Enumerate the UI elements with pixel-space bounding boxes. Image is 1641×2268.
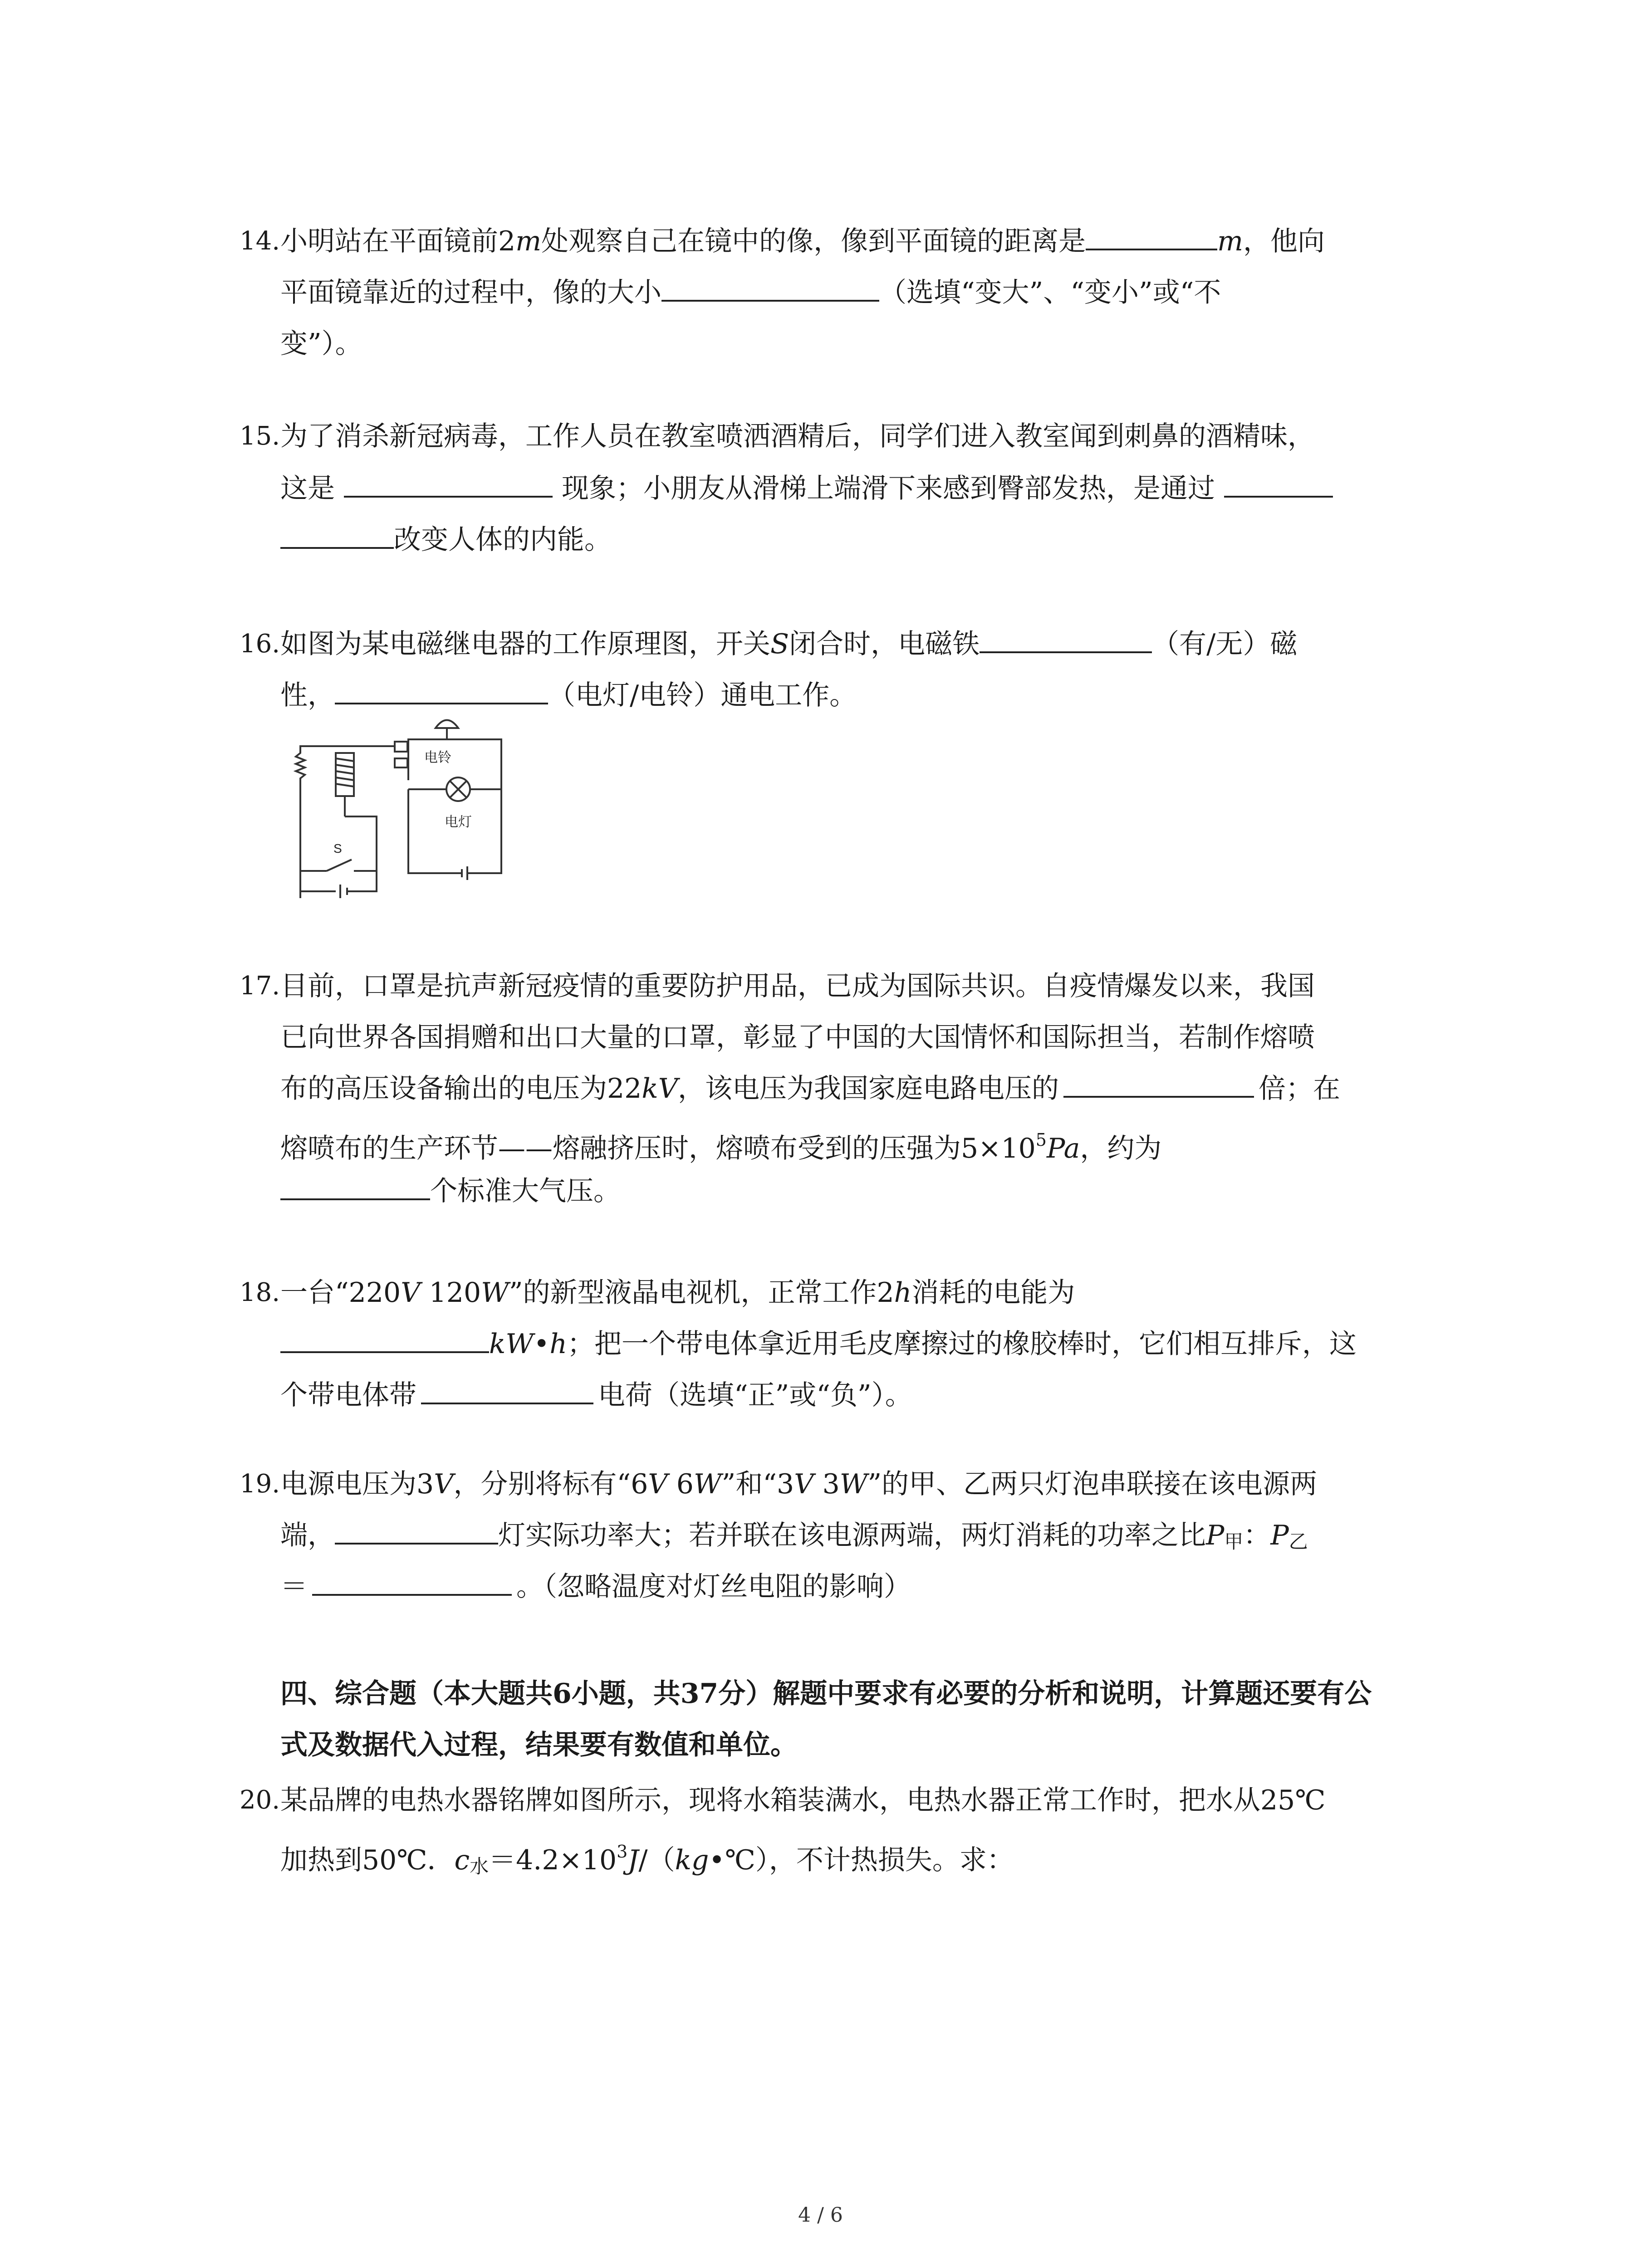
- text: ，他向: [1243, 225, 1325, 257]
- text: /（: [638, 1844, 675, 1876]
- bell-label: 电铃: [424, 750, 451, 765]
- text: 。（忽略温度对灯丝电阻的影响）: [516, 1571, 911, 1603]
- relay-circuit-diagram: [272, 708, 544, 898]
- question-line: [280, 515, 612, 564]
- text: 一台“220: [280, 1277, 401, 1309]
- question-line: [280, 217, 1325, 266]
- question-line: [280, 1268, 1075, 1317]
- text: 闭合时，电磁铁: [789, 628, 980, 660]
- question-line: [280, 620, 1297, 669]
- question-line: [280, 412, 1315, 461]
- text: 平面镜靠近的过程中，像的大小: [280, 277, 661, 308]
- unit: Pa: [1046, 1133, 1080, 1164]
- question-line: [280, 1064, 1340, 1113]
- text: ，约为: [1080, 1133, 1162, 1164]
- text: ，分别将标有“6: [453, 1468, 648, 1500]
- unit: W: [693, 1468, 722, 1500]
- question-number: 16.: [240, 629, 280, 659]
- text: 个带电体带: [280, 1379, 416, 1411]
- exponent: 5: [1035, 1130, 1047, 1150]
- text: 倍；在: [1259, 1073, 1341, 1105]
- symbol: P: [1206, 1520, 1225, 1551]
- answer-blank[interactable]: [335, 1515, 498, 1545]
- text: •℃），不计热损失。求：: [709, 1844, 1014, 1876]
- text: （选填“变大”、“变小”或“不: [879, 277, 1221, 308]
- subscript: 乙: [1288, 1530, 1308, 1553]
- answer-blank[interactable]: [280, 1324, 489, 1353]
- answer-blank[interactable]: [1086, 221, 1217, 250]
- question-number: 20.: [240, 1785, 280, 1815]
- answer-blank[interactable]: [980, 624, 1152, 653]
- text: ；把一个带电体拿近用毛皮摩擦过的橡胶棒时，它们相互排斥，这: [567, 1328, 1357, 1360]
- question-line: [280, 1167, 621, 1216]
- text: ”的新型液晶电视机，正常工作2: [509, 1277, 894, 1309]
- text: （电灯/电铃）通电工作。: [548, 679, 857, 711]
- text: ”和“3: [721, 1468, 794, 1500]
- switch-label: S: [333, 841, 342, 855]
- text: （有/无）磁: [1152, 628, 1298, 660]
- question-line: [280, 962, 1315, 1011]
- text: 熔喷布的生产环节——熔融挤压时，熔喷布受到的压强为5×10: [280, 1133, 1036, 1164]
- question-line: [280, 1776, 1325, 1825]
- text: 电源电压为3: [280, 1468, 434, 1500]
- question-line: [280, 1013, 1315, 1062]
- text: 变”）。: [280, 328, 362, 360]
- question-line: [280, 1460, 1317, 1509]
- question-line: [280, 1320, 1357, 1369]
- answer-blank[interactable]: [1063, 1069, 1254, 1098]
- unit: W: [481, 1277, 509, 1309]
- unit: kg: [675, 1844, 709, 1876]
- text: 3: [813, 1468, 840, 1500]
- text: 如图为某电磁继电器的工作原理图，开关: [280, 628, 770, 660]
- text: ＝4.2×10: [489, 1844, 617, 1876]
- text: 个标准大气压。: [430, 1175, 621, 1207]
- unit: V: [401, 1277, 421, 1309]
- exponent: 3: [617, 1842, 628, 1862]
- answer-blank[interactable]: [661, 273, 879, 302]
- symbol: c: [454, 1844, 470, 1876]
- unit: m: [1217, 225, 1243, 257]
- unit: V: [794, 1468, 814, 1500]
- unit: kV: [642, 1073, 678, 1105]
- text: 加热到50℃．: [280, 1844, 455, 1876]
- page-number: 4 / 6: [798, 2204, 843, 2227]
- text: ：: [1243, 1520, 1271, 1551]
- text: 某品牌的电热水器铭牌如图所示，现将水箱装满水，电热水器正常工作时，把水从25℃: [280, 1784, 1326, 1816]
- answer-blank[interactable]: [1224, 469, 1333, 498]
- text: 消耗的电能为: [911, 1277, 1075, 1309]
- text: 端，: [280, 1520, 335, 1551]
- text: 目前，口罩是抗声新冠疫情的重要防护用品，已成为国际共识。自疫情爆发以来，我国: [280, 970, 1315, 1002]
- question-line: [280, 1115, 1161, 1173]
- text: 灯实际功率大；若并联在该电源两端，两灯消耗的功率之比: [498, 1520, 1206, 1551]
- text: 布的高压设备输出的电压为22: [280, 1073, 642, 1105]
- text: 120: [420, 1277, 481, 1309]
- unit: W: [839, 1468, 868, 1500]
- subscript: 甲: [1224, 1530, 1244, 1553]
- section-heading: [280, 1721, 798, 1769]
- symbol: P: [1270, 1520, 1289, 1551]
- subscript: 水: [470, 1855, 489, 1877]
- text: 四、综合题（本大题共6小题，共37分）解题中要求有必要的分析和说明，计算题还要有公: [280, 1678, 1372, 1710]
- unit: V: [648, 1468, 668, 1500]
- answer-blank[interactable]: [421, 1375, 593, 1404]
- text: 这是: [280, 473, 335, 504]
- unit: m: [515, 225, 542, 257]
- text: 改变人体的内能。: [394, 524, 612, 556]
- text: 为了消杀新冠病毒，工作人员在教室喷洒酒精后，同学们进入教室闻到刺鼻的酒精味，: [280, 420, 1315, 452]
- text: 小明站在平面镜前2: [280, 225, 516, 257]
- text: 现象；小朋友从滑梯上端滑下来感到臀部发热，是通过: [562, 473, 1215, 504]
- text: ”的甲、乙两只灯泡串联接在该电源两: [867, 1468, 1318, 1500]
- bell-icon: [436, 720, 458, 728]
- answer-blank[interactable]: [344, 469, 553, 498]
- question-line: [280, 268, 1221, 317]
- text: ＝: [280, 1571, 308, 1603]
- text: 已向世界各国捐赠和出口大量的口罩，彰显了中国的大国情怀和国际担当，若制作熔喷: [280, 1022, 1315, 1053]
- question-line: [280, 1827, 1014, 1891]
- question-number: 17.: [240, 971, 280, 1001]
- question-number: 14.: [240, 226, 280, 256]
- question-line: [280, 464, 1333, 513]
- lamp-label: 电灯: [445, 815, 472, 830]
- section-heading: [280, 1669, 1372, 1718]
- question-number: 15.: [240, 421, 280, 451]
- text: 性，: [280, 679, 335, 711]
- text: 式及数据代入过程，结果要有数值和单位。: [280, 1729, 798, 1761]
- question-number: 18.: [240, 1278, 280, 1307]
- question-line: [280, 1562, 911, 1611]
- text: 电荷（选填“正”或“负”）。: [598, 1379, 912, 1411]
- text: 处观察自己在镜中的像，像到平面镜的距离是: [541, 225, 1086, 257]
- symbol: S: [770, 628, 789, 660]
- answer-blank[interactable]: [280, 520, 394, 549]
- question-line: [280, 1371, 912, 1420]
- unit: h: [894, 1277, 912, 1309]
- question-line: [280, 1511, 1308, 1566]
- unit: J: [627, 1844, 639, 1876]
- text: 6: [667, 1468, 694, 1500]
- answer-blank[interactable]: [280, 1171, 430, 1200]
- answer-blank[interactable]: [312, 1567, 512, 1596]
- unit: V: [434, 1468, 454, 1500]
- question-line: [280, 319, 362, 368]
- answer-blank[interactable]: [335, 675, 548, 704]
- unit: kW•h: [489, 1328, 568, 1360]
- text: ，该电压为我国家庭电路电压的: [678, 1073, 1059, 1105]
- question-number: 19.: [240, 1469, 280, 1499]
